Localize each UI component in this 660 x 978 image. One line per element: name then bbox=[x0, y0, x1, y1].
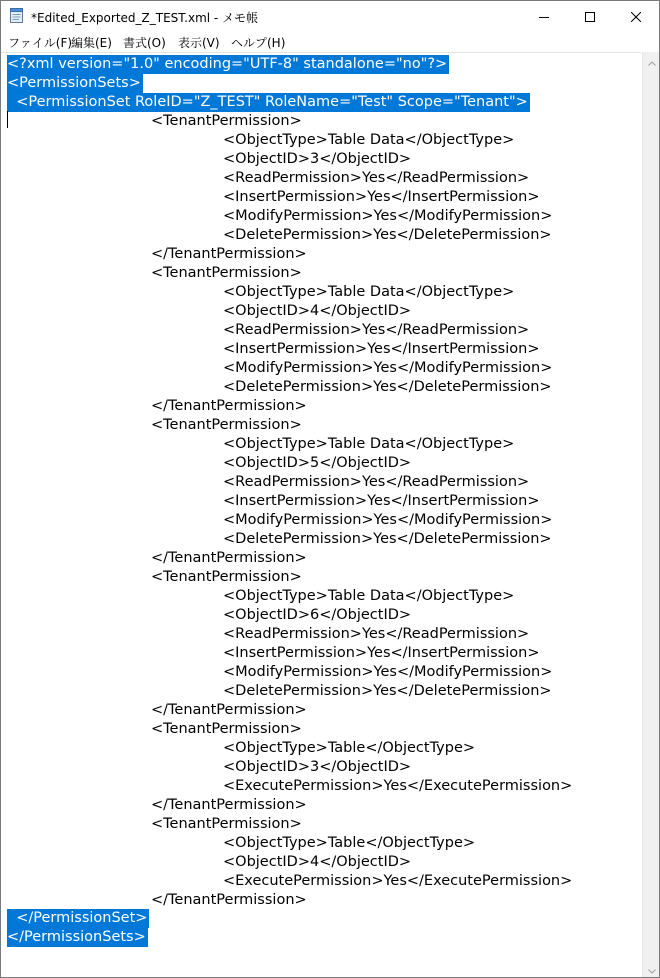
text-line[interactable]: <InsertPermission>Yes</InsertPermission> bbox=[223, 645, 540, 661]
text-line[interactable]: <PermissionSets> bbox=[7, 75, 141, 91]
text-line[interactable]: <ObjectID>5</ObjectID> bbox=[223, 455, 412, 471]
scroll-up-button[interactable] bbox=[643, 52, 660, 69]
menu-help[interactable]: ヘルプ(H) bbox=[231, 36, 286, 50]
text-line[interactable]: <TenantPermission> bbox=[151, 569, 302, 585]
close-button[interactable] bbox=[613, 1, 659, 32]
menu-format[interactable]: 書式(O) bbox=[123, 36, 166, 50]
text-line[interactable]: <ModifyPermission>Yes</ModifyPermission> bbox=[223, 208, 553, 224]
menu-view[interactable]: 表示(V) bbox=[178, 36, 220, 50]
minimize-button[interactable] bbox=[521, 1, 567, 32]
text-line[interactable]: </TenantPermission> bbox=[151, 797, 307, 813]
text-line[interactable]: <InsertPermission>Yes</InsertPermission> bbox=[223, 493, 540, 509]
text-line[interactable]: <PermissionSet RoleID="Z_TEST" RoleName="Test" Scope="Tenant"> bbox=[7, 94, 528, 110]
text-line[interactable]: <ModifyPermission>Yes</ModifyPermission> bbox=[223, 664, 553, 680]
text-line[interactable]: <ExecutePermission>Yes</ExecutePermission> bbox=[223, 873, 573, 889]
menu-file[interactable]: ファイル(F) bbox=[8, 36, 73, 50]
text-line[interactable]: <ModifyPermission>Yes</ModifyPermission> bbox=[223, 512, 553, 528]
text-editor[interactable] bbox=[1, 52, 641, 978]
text-line[interactable]: </TenantPermission> bbox=[151, 892, 307, 908]
text-line[interactable]: <TenantPermission> bbox=[151, 265, 302, 281]
vertical-scrollbar[interactable] bbox=[642, 52, 660, 977]
text-line[interactable]: <ExecutePermission>Yes</ExecutePermission> bbox=[223, 778, 573, 794]
text-line[interactable]: <TenantPermission> bbox=[151, 417, 302, 433]
notepad-icon[interactable] bbox=[10, 8, 23, 23]
text-line[interactable]: <ObjectID>6</ObjectID> bbox=[223, 607, 412, 623]
maximize-icon bbox=[585, 12, 595, 22]
text-line[interactable]: <ObjectID>4</ObjectID> bbox=[223, 854, 412, 870]
menu-edit[interactable]: 編集(E) bbox=[71, 36, 112, 50]
text-line[interactable]: <InsertPermission>Yes</InsertPermission> bbox=[223, 341, 540, 357]
text-line[interactable]: <ObjectType>Table</ObjectType> bbox=[223, 740, 476, 756]
text-line[interactable]: <DeletePermission>Yes</DeletePermission> bbox=[223, 683, 552, 699]
window-title: *Edited_Exported_Z_TEST.xml - メモ帳 bbox=[31, 11, 259, 25]
text-line[interactable]: <ReadPermission>Yes</ReadPermission> bbox=[223, 474, 530, 490]
menu-bar bbox=[1, 32, 659, 52]
text-line[interactable]: <ReadPermission>Yes</ReadPermission> bbox=[223, 626, 530, 642]
text-line[interactable]: <ObjectType>Table Data</ObjectType> bbox=[223, 436, 515, 452]
text-line[interactable]: <TenantPermission> bbox=[151, 816, 302, 832]
text-line[interactable]: <?xml version="1.0" encoding="UTF-8" standalone="no"?> bbox=[7, 56, 448, 72]
text-line[interactable]: <ObjectID>3</ObjectID> bbox=[223, 759, 412, 775]
text-line[interactable]: <DeletePermission>Yes</DeletePermission> bbox=[223, 227, 552, 243]
text-line[interactable]: </TenantPermission> bbox=[151, 398, 307, 414]
text-line[interactable]: </TenantPermission> bbox=[151, 702, 307, 718]
text-line[interactable]: <ReadPermission>Yes</ReadPermission> bbox=[223, 322, 530, 338]
text-line[interactable]: <ObjectType>Table Data</ObjectType> bbox=[223, 284, 515, 300]
title-bar[interactable] bbox=[1, 1, 659, 32]
chevron-up-icon bbox=[648, 51, 656, 70]
minimize-icon bbox=[539, 12, 549, 22]
text-line[interactable]: <ObjectID>3</ObjectID> bbox=[223, 151, 412, 167]
text-line[interactable]: <TenantPermission> bbox=[151, 113, 302, 129]
text-line[interactable]: </PermissionSets> bbox=[7, 929, 146, 945]
close-icon bbox=[631, 12, 641, 22]
text-line[interactable]: </TenantPermission> bbox=[151, 550, 307, 566]
chevron-down-icon bbox=[648, 959, 656, 978]
text-line[interactable]: <ObjectType>Table Data</ObjectType> bbox=[223, 132, 515, 148]
text-line[interactable]: <ObjectType>Table</ObjectType> bbox=[223, 835, 476, 851]
text-line[interactable]: </TenantPermission> bbox=[151, 246, 307, 262]
text-line[interactable]: <ObjectType>Table Data</ObjectType> bbox=[223, 588, 515, 604]
text-line[interactable]: <DeletePermission>Yes</DeletePermission> bbox=[223, 379, 552, 395]
text-caret bbox=[7, 111, 8, 128]
text-line[interactable]: <ObjectID>4</ObjectID> bbox=[223, 303, 412, 319]
text-line[interactable]: <ReadPermission>Yes</ReadPermission> bbox=[223, 170, 530, 186]
text-line[interactable]: <ModifyPermission>Yes</ModifyPermission> bbox=[223, 360, 553, 376]
text-line[interactable]: </PermissionSet> bbox=[7, 910, 148, 926]
scroll-down-button[interactable] bbox=[643, 960, 660, 977]
text-line[interactable]: <DeletePermission>Yes</DeletePermission> bbox=[223, 531, 552, 547]
text-line[interactable]: <TenantPermission> bbox=[151, 721, 302, 737]
maximize-button[interactable] bbox=[567, 1, 613, 32]
text-line[interactable]: <InsertPermission>Yes</InsertPermission> bbox=[223, 189, 540, 205]
